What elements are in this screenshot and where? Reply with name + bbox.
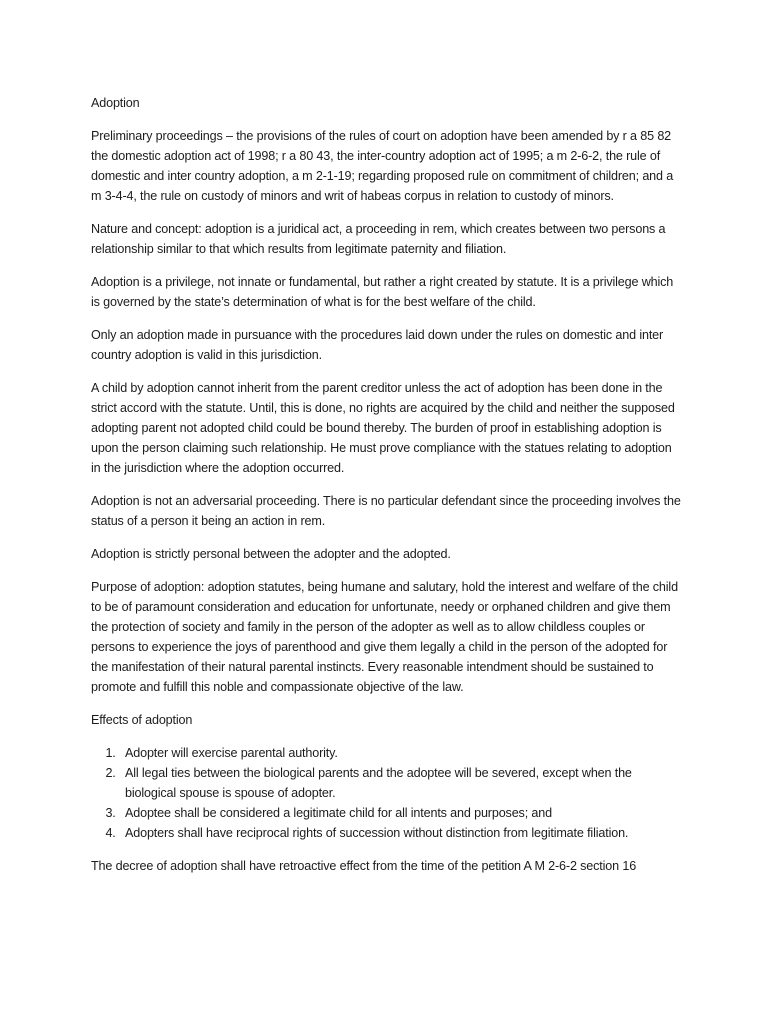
paragraph-privilege: Adoption is a privilege, not innate or fundamental, but rather a right created by statute. It is a privilege which is governed by the state’s determination of what is for the best welfare of the child. — [91, 275, 674, 309]
paragraph-purpose: Purpose of adoption: adoption statutes, being humane and salutary, hold the interest and welfare of the child to be of paramount consideration and education for unfortunate, needy or orphaned children and give them the protection of society and family in the person of the adopter as well as to allow childless couples or persons to experience the joys of parenthood and give them legally a child in the person of the adopted for the manifestation of their natural parental instincts. Every reasonable intendment should be sustained to promote and fulfill this noble and compassionate objective of the law. — [91, 580, 678, 694]
paragraph-inheritance: A child by adoption cannot inherit from the parent creditor unless the act of adoption has been done in the strict accord with the statute. Until, this is done, no rights are acquired by the child and neither the supposed adopting parent not adopted child could be bound thereby. The burden of proof in establishing adoption is upon the person claiming such relationship. He must prove compliance with the statues relating to adoption in the jurisdiction where the adoption occurred. — [91, 381, 675, 475]
paragraph-validity: Only an adoption made in pursuance with the procedures laid down under the rules on domestic and inter country adoption is valid in this jurisdiction. — [91, 328, 664, 362]
document-body — [91, 93, 683, 889]
list-item: 1. Adopter will exercise parental authority. — [119, 743, 683, 763]
list-item: 2. All legal ties between the biological parents and the adoptee will be severed, except when the biological spouse is spouse of adopter. — [119, 763, 683, 803]
document-title: Adoption — [91, 96, 140, 110]
paragraph-nature-and-concept: Nature and concept: adoption is a juridical act, a proceeding in rem, which creates between two persons a relationship similar to that which results from legitimate paternity and filiation. — [91, 222, 666, 256]
paragraph-strictly-personal: Adoption is strictly personal between the adopter and the adopted. — [91, 547, 451, 561]
paragraph-not-adversarial: Adoption is not an adversarial proceeding. There is no particular defendant since the proceeding involves the status of a person it being an action in rem. — [91, 494, 681, 528]
paragraph-preliminary-proceedings: Preliminary proceedings – the provisions of the rules of court on adoption have been amended by r a 85 82 the domestic adoption act of 1998; r a 80 43, the inter-country adoption act of 1995; a m 2-6-2, the rule of domestic and inter country adoption, a m 2-1-19; regarding proposed rule on commitment of children; and a m 3-4-4, the rule on custody of minors and writ of habeas corpus in relation to custody of minors. — [91, 129, 674, 203]
closing-paragraph: The decree of adoption shall have retroactive effect from the time of the petition A M 2-6-2 section 16 — [91, 859, 637, 873]
effects-heading: Effects of adoption — [91, 713, 193, 727]
effects-list — [91, 743, 683, 843]
list-item: 4. Adopters shall have reciprocal rights of succession without distinction from legitimate filiation. — [119, 823, 683, 843]
list-item: 3. Adoptee shall be considered a legitimate child for all intents and purposes; and — [119, 803, 683, 823]
